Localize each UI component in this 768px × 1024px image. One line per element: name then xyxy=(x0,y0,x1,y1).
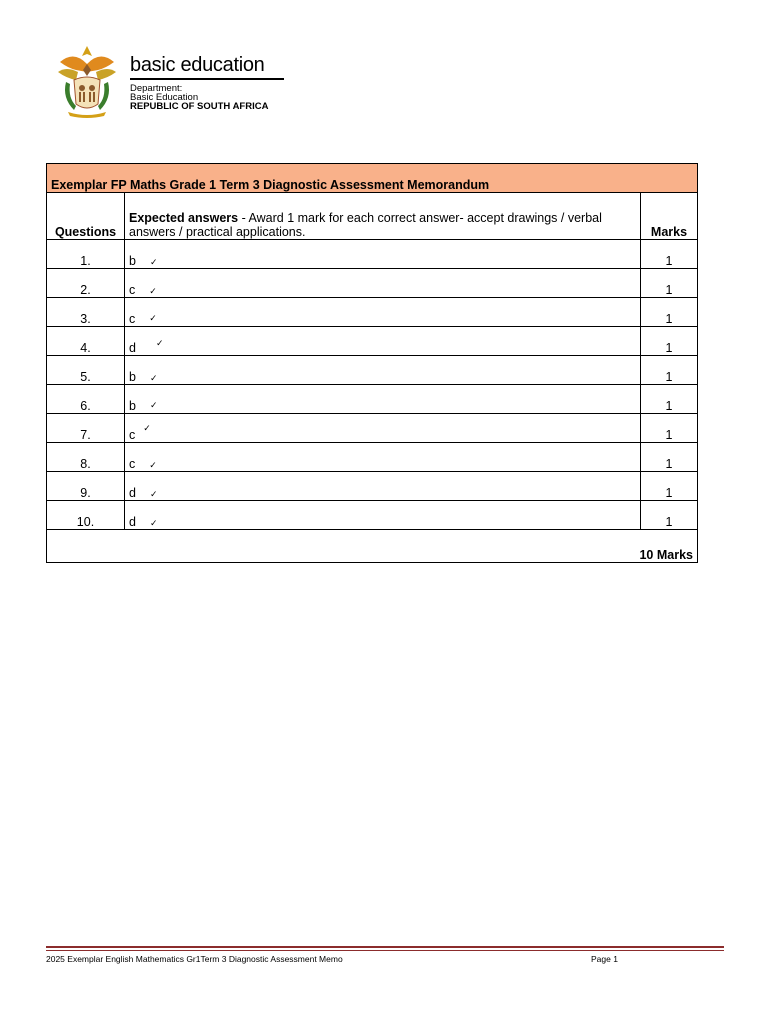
answer-letter: c xyxy=(129,428,136,442)
answer-letter: b xyxy=(129,399,136,413)
answer-cell xyxy=(125,269,641,298)
tick-icon: ✓ xyxy=(155,339,164,349)
tick-icon: ✓ xyxy=(149,287,157,297)
answer-letter: d xyxy=(129,486,136,500)
table-row xyxy=(47,472,698,501)
table-row xyxy=(47,298,698,327)
question-number: 7. xyxy=(47,414,125,443)
table-row xyxy=(47,240,698,269)
tick-icon: ✓ xyxy=(149,490,158,500)
answer-cell xyxy=(125,472,641,501)
footer-page-number: Page 1 xyxy=(591,954,618,964)
answer-letter: b xyxy=(129,370,136,384)
answer-cell xyxy=(125,501,641,530)
questions-header: Questions xyxy=(47,193,125,240)
answer-cell xyxy=(125,443,641,472)
memo-table xyxy=(46,163,698,563)
tick-icon: ✓ xyxy=(149,314,157,324)
logo-country: REPUBLIC OF SOUTH AFRICA xyxy=(130,101,269,112)
footer-rule-thin xyxy=(46,950,724,951)
table-row xyxy=(47,501,698,530)
mark-value: 1 xyxy=(640,327,697,356)
total-marks: 10 Marks xyxy=(47,530,698,563)
answer-cell xyxy=(125,385,641,414)
tick-icon: ✓ xyxy=(149,374,158,384)
tick-icon: ✓ xyxy=(149,519,158,529)
answer-cell xyxy=(125,414,641,443)
logo-title: basic education xyxy=(130,54,265,76)
header-row xyxy=(47,193,698,240)
mark-value: 1 xyxy=(640,414,697,443)
answer-cell xyxy=(125,240,641,269)
answer-letter: c xyxy=(129,312,136,326)
question-number: 8. xyxy=(47,443,125,472)
expected-answers-label: Expected answers xyxy=(129,211,239,225)
mark-value: 1 xyxy=(640,298,697,327)
table-row xyxy=(47,269,698,298)
logo-divider xyxy=(130,78,284,80)
table-row xyxy=(47,385,698,414)
tick-icon: ✓ xyxy=(149,258,158,268)
answer-letter: b xyxy=(129,254,136,268)
mark-value: 1 xyxy=(640,472,697,501)
logo-department-name: Basic Education xyxy=(130,92,199,103)
logo-department-label: Department: xyxy=(130,83,183,94)
tick-icon: ✓ xyxy=(143,424,151,434)
dbe-logo xyxy=(52,42,292,120)
question-number: 9. xyxy=(47,472,125,501)
marks-header: Marks xyxy=(640,193,697,240)
question-number: 4. xyxy=(47,327,125,356)
coat-of-arms-icon xyxy=(54,42,120,118)
mark-value: 1 xyxy=(640,240,697,269)
answer-letter: d xyxy=(129,515,136,529)
mark-value: 1 xyxy=(640,501,697,530)
answer-letter: c xyxy=(129,457,136,471)
mark-value: 1 xyxy=(640,356,697,385)
table-row xyxy=(47,356,698,385)
question-number: 10. xyxy=(47,501,125,530)
tick-icon: ✓ xyxy=(149,401,158,411)
footer-rule-thick xyxy=(46,946,724,948)
total-row xyxy=(47,530,698,563)
table-row xyxy=(47,327,698,356)
table-row xyxy=(47,414,698,443)
mark-value: 1 xyxy=(640,269,697,298)
answer-cell xyxy=(125,327,641,356)
question-number: 6. xyxy=(47,385,125,414)
question-number: 5. xyxy=(47,356,125,385)
footer-document-title: 2025 Exemplar English Mathematics Gr1Term 3 Diagnostic Assessment Memo xyxy=(46,954,343,964)
memo-title-row xyxy=(47,164,698,193)
tick-icon: ✓ xyxy=(149,461,157,471)
answer-letter: c xyxy=(129,283,136,297)
answer-cell xyxy=(125,298,641,327)
answer-cell xyxy=(125,356,641,385)
answer-letter: d xyxy=(129,341,136,355)
table-row xyxy=(47,443,698,472)
question-number: 1. xyxy=(47,240,125,269)
question-number: 3. xyxy=(47,298,125,327)
expected-answers-note: - Award 1 mark for each correct answer- accept drawings / verbal answers / practical applications. xyxy=(129,211,602,239)
memo-title: Exemplar FP Maths Grade 1 Term 3 Diagnostic Assessment Memorandum xyxy=(47,164,698,193)
mark-value: 1 xyxy=(640,385,697,414)
question-number: 2. xyxy=(47,269,125,298)
expected-answers-header xyxy=(125,193,641,240)
mark-value: 1 xyxy=(640,443,697,472)
